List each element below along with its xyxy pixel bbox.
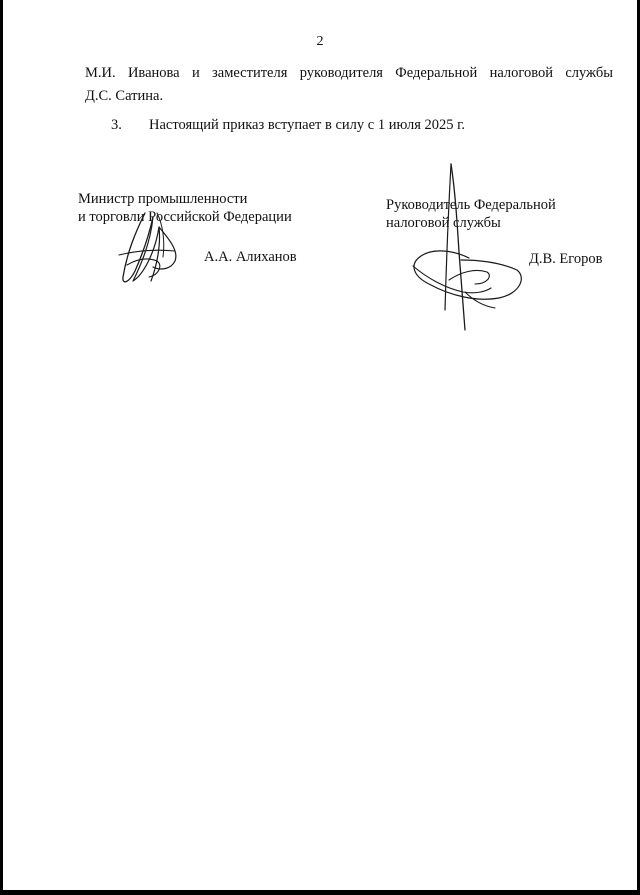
clause-number: 3. [111, 117, 122, 133]
paragraph-line-1: М.И. Иванова и заместителя руководителя Федеральной налоговой службы [85, 65, 613, 81]
right-handwritten-signature [403, 160, 528, 335]
left-handwritten-signature [113, 205, 193, 290]
left-signatory-name: А.А. Алиханов [204, 249, 297, 265]
right-signatory-name: Д.В. Егоров [529, 251, 603, 267]
clause-3 [111, 117, 465, 134]
document-page [3, 0, 637, 890]
clause-text: Настоящий приказ вступает в силу с 1 июля 2025 г. [149, 117, 466, 133]
page-number: 2 [316, 34, 324, 49]
left-signatory-title-line-2: и торговли Российской Федерации [78, 209, 292, 225]
paragraph-line-2: Д.С. Сатина. [85, 88, 164, 104]
right-signatory-title-line-2: налоговой службы [386, 215, 501, 231]
left-signatory-title-line-1: Министр промышленности [78, 191, 248, 207]
right-signatory-title-line-1: Руководитель Федеральной [386, 197, 556, 213]
